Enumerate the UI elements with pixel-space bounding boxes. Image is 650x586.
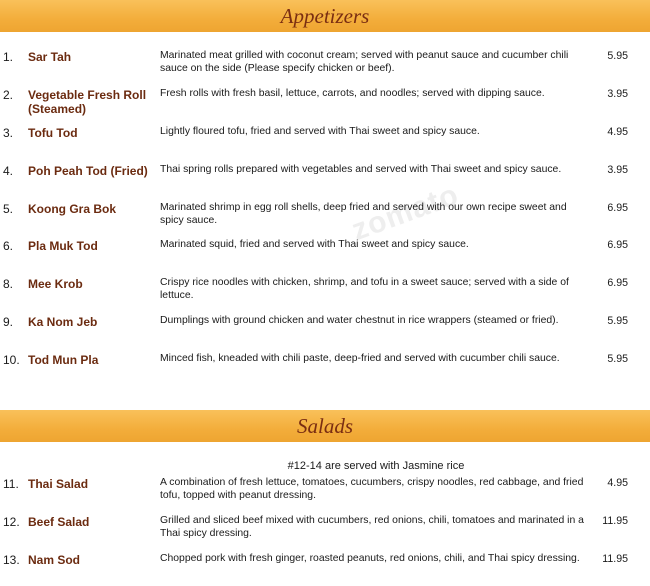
item-name: Pla Muk Tod <box>28 239 98 253</box>
item-name: Thai Salad <box>28 477 89 491</box>
item-number: 10. <box>3 353 20 367</box>
item-name: Vegetable Fresh Roll (Steamed) <box>28 88 147 116</box>
item-number: 1. <box>3 50 14 64</box>
item-description: Lightly floured tofu, fried and served with Thai sweet and spicy sauce. <box>160 126 480 137</box>
item-price: 5.95 <box>607 353 628 365</box>
item-number: 2. <box>3 88 14 102</box>
item-number: 4. <box>3 164 14 178</box>
item-description: Grilled and sliced beef mixed with cucumbers, red onions, chili, tomatoes and marinated in a Thai spicy dressing. <box>160 515 584 539</box>
item-price: 3.95 <box>607 164 628 176</box>
item-number: 3. <box>3 126 14 140</box>
item-price: 4.95 <box>607 477 628 489</box>
item-description: Marinated shrimp in egg roll shells, deep fried and served with our own recipe sweet and spicy sauce. <box>160 202 567 226</box>
item-description: Marinated meat grilled with coconut cream; served with peanut sauce and cucumber chili sauce on the side (Please specify chicken or beef). <box>160 50 569 74</box>
item-description: Crispy rice noodles with chicken, shrimp, and tofu in a sweet sauce; served with a side of lettuce. <box>160 277 569 301</box>
item-price: 4.95 <box>607 126 628 138</box>
item-name: Tod Mun Pla <box>28 353 99 367</box>
item-price: 3.95 <box>607 88 628 100</box>
appetizers-title: Appetizers <box>280 4 370 28</box>
item-description: Dumplings with ground chicken and water chestnut in rice wrappers (steamed or fried). <box>160 315 559 326</box>
item-number: 11. <box>3 477 19 491</box>
item-price: 5.95 <box>607 315 628 327</box>
item-description: Fresh rolls with fresh basil, lettuce, carrots, and noodles; served with dipping sauce. <box>160 88 545 99</box>
item-name: Beef Salad <box>28 515 90 529</box>
salads-note: #12-14 are served with Jasmine rice <box>287 460 465 472</box>
item-name: Sar Tah <box>28 50 72 64</box>
item-description: Thai spring rolls prepared with vegetables and served with Thai sweet and spicy sauce. <box>160 164 562 175</box>
item-name: Tofu Tod <box>28 126 78 140</box>
item-number: 6. <box>3 239 14 253</box>
item-number: 5. <box>3 202 14 216</box>
item-number: 12. <box>3 515 20 529</box>
item-name: Poh Peah Tod (Fried) <box>28 164 148 178</box>
salads-title: Salads <box>296 414 353 438</box>
item-description: Marinated squid, fried and served with Thai sweet and spicy sauce. <box>160 239 469 250</box>
item-price: 5.95 <box>607 50 628 62</box>
item-number: 13. <box>3 553 20 567</box>
item-description: Chopped pork with fresh ginger, roasted peanuts, red onions, chili, and Thai spicy dressing. <box>160 553 580 564</box>
item-name: Koong Gra Bok <box>28 202 117 216</box>
watermark: zomato <box>347 178 464 248</box>
item-price: 6.95 <box>607 277 628 289</box>
item-name: Mee Krob <box>28 277 83 291</box>
item-description: A combination of fresh lettuce, tomatoes, cucumbers, crispy noodles, red cabbage, and fried tofu, topped with peanut dressing. <box>160 477 584 501</box>
item-number: 9. <box>3 315 14 329</box>
item-description: Minced fish, kneaded with chili paste, deep-fried and served with cucumber chili sauce. <box>160 353 560 364</box>
item-number: 8. <box>3 277 14 291</box>
item-name: Nam Sod <box>28 553 81 567</box>
item-name: Ka Nom Jeb <box>28 315 98 329</box>
item-price: 6.95 <box>607 239 628 251</box>
item-price: 11.95 <box>602 553 628 565</box>
item-price: 11.95 <box>602 515 628 527</box>
item-price: 6.95 <box>607 202 628 214</box>
